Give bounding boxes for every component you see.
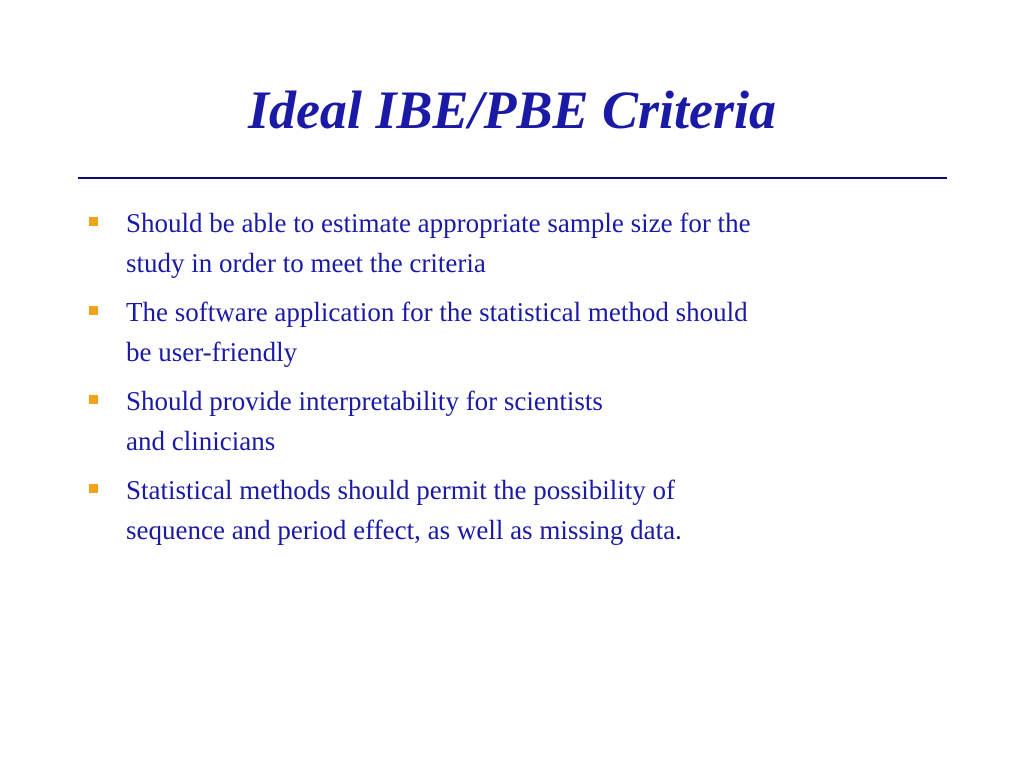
square-bullet-icon [89,395,98,404]
bullet-item [88,470,938,550]
bullet-text-line: be user-friendly [126,337,298,367]
bullet-list [88,203,938,559]
title-divider [78,177,947,179]
bullet-text-line: study in order to meet the criteria [126,248,486,278]
bullet-item [88,203,938,283]
bullet-text-line: sequence and period effect, as well as missing data. [126,515,682,545]
bullet-text-line: Statistical methods should permit the possibility of [126,475,675,505]
bullet-item [88,381,938,461]
square-bullet-icon [89,217,98,226]
bullet-text-line: Should be able to estimate appropriate sample size for the [126,208,751,238]
square-bullet-icon [89,306,98,315]
bullet-item [88,292,938,372]
bullet-text-line: Should provide interpretability for scientists [126,386,603,416]
square-bullet-icon [89,484,98,493]
bullet-text-line: The software application for the statistical method should [126,297,748,327]
slide-title: Ideal IBE/PBE Criteria [247,80,777,140]
bullet-text-line: and clinicians [126,426,276,456]
